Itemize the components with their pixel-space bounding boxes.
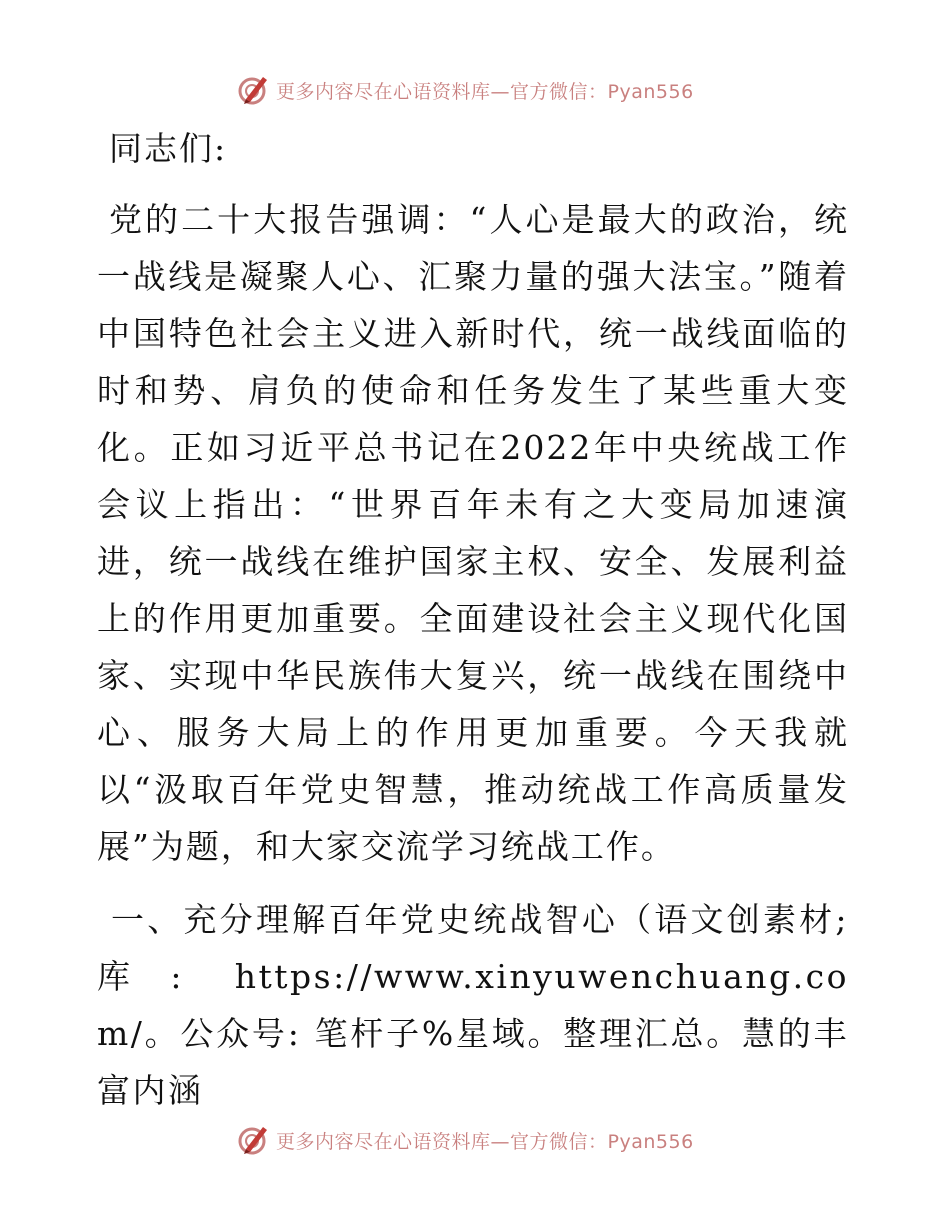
pen-circle-logo-icon xyxy=(236,1123,270,1157)
pen-circle-logo-icon xyxy=(236,73,270,107)
footer-watermark-banner xyxy=(236,1122,756,1158)
section-heading: 一、充分理解百年党史统战智心（语文创素材;库: https://www.xinyuwenchuang.com/。公众号: 笔杆子%星域。整理汇总。慧的丰富内涵 xyxy=(97,900,849,1110)
header-watermark-banner xyxy=(236,72,756,108)
intro-paragraph: 党的二十大报告强调：“人心是最大的政治，统一战线是凝聚人心、汇聚力量的强大法宝。”随着中国特色社会主义进入新时代，统一战线面临的时和势、肩负的使命和任务发生了某些重大变化。正如习近平总书记在2022年中央统战工作会议上指出：“世界百年未有之大变局加速演进，统一战线在维护国家主权、安全、发展利益上的作用更加重要。全面建设社会主义现代化国家、实现中华民族伟大复兴，统一战线在围绕中心、服务大局上的作用更加重要。今天我就以“汲取百年党史智慧，推动统战工作高质量发展”为题，和大家交流学习统战工作。 xyxy=(97,200,849,866)
greeting: 同志们: xyxy=(109,129,228,168)
watermark-text: 更多内容尽在心语资料库—官方微信：Pyan556 xyxy=(276,80,694,103)
watermark-text: 更多内容尽在心语资料库—官方微信：Pyan556 xyxy=(276,1130,694,1153)
document-body xyxy=(97,120,849,1119)
